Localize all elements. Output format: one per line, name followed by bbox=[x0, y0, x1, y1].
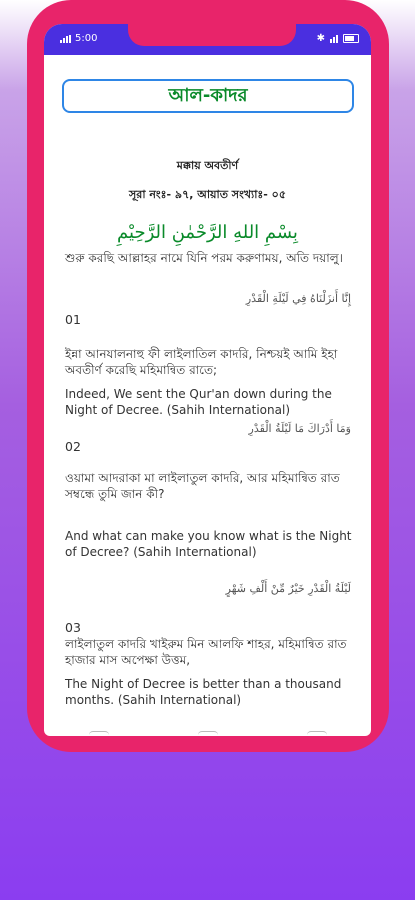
nav-back-icon[interactable] bbox=[307, 731, 327, 736]
battery-icon bbox=[343, 34, 359, 43]
verse-2-english: And what can make you know what is the Night of Decree? (Sahih International) bbox=[65, 529, 352, 559]
verse-1-english: Indeed, We sent the Qur'an down during the Night of Decree. (Sahih International) bbox=[65, 387, 332, 417]
camera-notch bbox=[128, 24, 296, 46]
nav-home-icon[interactable] bbox=[198, 731, 218, 736]
bismillah: بِسْمِ اللهِ الرَّحْمٰنِ الرَّحِيْمِ bbox=[117, 222, 298, 243]
app-screen bbox=[44, 24, 371, 736]
intro-text: শুরু করছি আল্লাহর নামে যিনি পরম করুণাময়, অতি দয়ালু। bbox=[65, 251, 343, 265]
status-time: 5:00 bbox=[75, 33, 98, 44]
verse-3-english: The Night of Decree is better than a thousand months. (Sahih International) bbox=[65, 677, 342, 707]
status-bar bbox=[44, 24, 371, 55]
status-left bbox=[60, 33, 97, 44]
verse-3-arabic: لَيْلَةُ الْقَدْرِ خَيْرٌ مِّنْ أَلْفِ شَهْرٍ bbox=[225, 582, 351, 595]
verse-2-arabic: وَمَا أَدْرَاكَ مَا لَيْلَةُ الْقَدْرِ bbox=[248, 422, 351, 435]
revelation-place: মক্কায় অবতীর্ণ bbox=[176, 159, 239, 172]
bottom-nav bbox=[44, 728, 371, 736]
surah-info: সূরা নংঃ- ৯৭, আয়াত সংখ্যাঃ- ০৫ bbox=[129, 188, 286, 201]
status-right bbox=[317, 33, 359, 44]
signal-icon bbox=[60, 35, 71, 43]
surah-title-box bbox=[62, 79, 354, 113]
verse-3-bengali: লাইলাতুল কাদরি খাইরুম মিন আলফি শাহর, মহিমান্বিত রাত হাজার মাস অপেক্ষা উত্তম, bbox=[65, 637, 347, 667]
verse-1-arabic: إِنَّا أَنزَلْنَاهُ فِي لَيْلَةِ الْقَدْرِ bbox=[245, 292, 351, 305]
verse-2-number: 02 bbox=[65, 439, 81, 454]
nav-menu-icon[interactable] bbox=[89, 731, 109, 736]
wifi-icon bbox=[330, 35, 338, 43]
verse-1-number: 01 bbox=[65, 312, 81, 327]
bluetooth-icon: ✱ bbox=[316, 33, 325, 44]
surah-title: আল-কাদর bbox=[168, 84, 248, 106]
verse-1-bengali: ইন্না আনযালনাহু ফী লাইলাতিল কাদরি, নিশ্চয়ই আমি ইহা অবতীর্ণ করেছি মহিমান্বিত রাতে; bbox=[65, 347, 338, 377]
verse-3-number: 03 bbox=[65, 620, 81, 635]
verse-2-bengali: ওয়ামা আদরাকা মা লাইলাতুল কাদরি, আর মহিমান্বিত রাত সম্বন্ধে তুমি জান কী? bbox=[65, 471, 340, 501]
